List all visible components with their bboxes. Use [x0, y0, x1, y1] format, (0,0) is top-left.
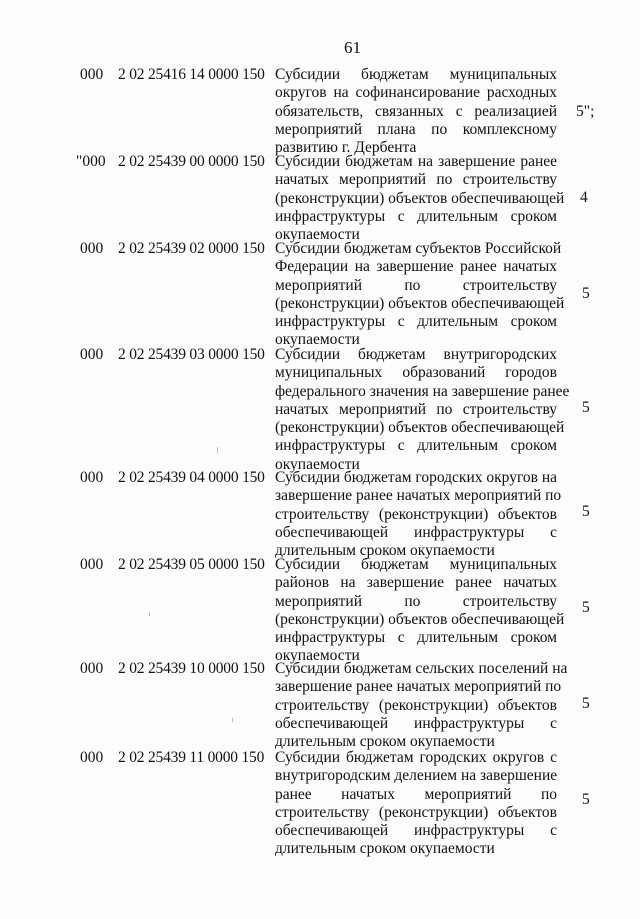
description-line: округов на софинансирование расходных — [275, 84, 557, 102]
admin-code: 000 — [80, 660, 104, 677]
budget-classification-code: 2 02 25439 03 0000 150 — [118, 346, 265, 363]
budget-classification-code: 2 02 25439 11 0000 150 — [118, 749, 265, 766]
budget-classification-code: 2 02 25439 02 0000 150 — [118, 240, 265, 257]
row-value: 5 — [582, 399, 590, 416]
row-value: 5 — [582, 791, 590, 808]
row-value: 5 — [582, 599, 590, 616]
description-line: инфраструктуры с длительным сроком — [275, 629, 557, 647]
description-line: строительству (реконструкции) объектов — [275, 505, 557, 523]
description-line: мероприятий по строительству — [275, 592, 557, 610]
scan-mark — [149, 612, 150, 616]
description-line: Субсидии бюджетам на завершение ранее — [275, 153, 557, 170]
description-line: Федерации на завершение ранее начатых — [275, 258, 557, 276]
row-value: 5"; — [576, 103, 595, 120]
admin-code: 000 — [80, 556, 104, 573]
description-line: федерального значения на завершение ранее — [275, 382, 570, 400]
description-line: инфраструктуры с длительным сроком — [275, 313, 557, 331]
row-description — [275, 660, 568, 751]
description-line: Субсидии бюджетам муниципальных — [275, 556, 557, 573]
row-description — [275, 66, 557, 157]
description-line: окупаемости — [275, 647, 360, 665]
row-value: 4 — [580, 189, 588, 206]
description-line: Субсидии бюджетам городских округов с — [275, 749, 557, 766]
description-line: начатых мероприятий по строительству — [275, 400, 557, 418]
description-line: инфраструктуры с длительным сроком — [275, 207, 557, 225]
row-description — [275, 556, 565, 666]
description-line: инфраструктуры с длительным сроком — [275, 437, 557, 455]
page-number: 61 — [344, 38, 361, 57]
description-line: окупаемости — [275, 331, 360, 349]
budget-classification-code: 2 02 25439 05 0000 150 — [118, 556, 265, 573]
description-line: муниципальных образований городов — [275, 364, 557, 382]
description-line: окупаемости — [275, 226, 360, 244]
admin-code: 000 — [80, 749, 104, 766]
row-description — [275, 346, 570, 474]
description-line: обязательств, связанных с реализацией — [275, 102, 557, 120]
description-line: окупаемости — [275, 455, 360, 473]
description-line: Субсидии бюджетам сельских поселений на — [275, 660, 568, 677]
scan-mark — [232, 718, 233, 722]
row-value: 5 — [582, 285, 590, 302]
scan-mark — [217, 447, 218, 453]
description-line: Субсидии бюджетам городских округов на — [275, 469, 558, 486]
budget-classification-code: 2 02 25439 04 0000 150 — [118, 469, 265, 486]
description-line: длительным сроком окупаемости — [275, 840, 495, 858]
budget-classification-code: 2 02 25439 00 0000 150 — [118, 153, 265, 170]
description-line: завершение ранее начатых мероприятий по — [275, 487, 562, 505]
description-line: Субсидии бюджетам муниципальных — [275, 66, 557, 83]
description-line: Субсидии бюджетам субъектов Российской — [275, 240, 562, 257]
description-line: (реконструкции) объектов обеспечивающей — [275, 294, 565, 312]
admin-code: 000 — [80, 240, 104, 257]
description-line: обеспечивающей инфраструктуры с — [275, 822, 557, 840]
row-value: 5 — [582, 695, 590, 712]
description-line: начатых мероприятий по строительству — [275, 171, 557, 189]
row-value: 5 — [582, 503, 590, 520]
description-line: мероприятий по строительству — [275, 276, 557, 294]
description-line: (реконструкции) объектов обеспечивающей — [275, 189, 565, 207]
description-line: ранее начатых мероприятий по — [275, 785, 557, 803]
description-line: развитию г. Дербента — [275, 139, 417, 157]
description-line: завершение ранее начатых мероприятий по — [275, 678, 562, 696]
row-description — [275, 240, 565, 350]
admin-code: "000 — [76, 153, 106, 170]
description-line: (реконструкции) объектов обеспечивающей — [275, 610, 565, 628]
description-line: строительству (реконструкции) объектов — [275, 696, 557, 714]
admin-code: 000 — [80, 346, 104, 363]
budget-classification-code: 2 02 25416 14 0000 150 — [118, 66, 265, 83]
admin-code: 000 — [80, 66, 104, 83]
row-description — [275, 469, 562, 560]
row-description — [275, 749, 557, 859]
description-line: (реконструкции) объектов обеспечивающей — [275, 419, 565, 437]
description-line: обеспечивающей инфраструктуры с — [275, 523, 557, 541]
description-line: районов на завершение ранее начатых — [275, 574, 557, 592]
admin-code: 000 — [80, 469, 104, 486]
description-line: длительным сроком окупаемости — [275, 733, 495, 751]
description-line: обеспечивающей инфраструктуры с — [275, 714, 557, 732]
description-line: строительству (реконструкции) объектов — [275, 803, 557, 821]
description-line: внутригородским делением на завершение — [275, 767, 558, 785]
description-line: длительным сроком окупаемости — [275, 542, 495, 560]
description-line: мероприятий плана по комплексному — [275, 120, 557, 138]
row-description — [275, 153, 565, 244]
description-line: Субсидии бюджетам внутригородских — [275, 346, 557, 363]
budget-classification-code: 2 02 25439 10 0000 150 — [118, 660, 265, 677]
